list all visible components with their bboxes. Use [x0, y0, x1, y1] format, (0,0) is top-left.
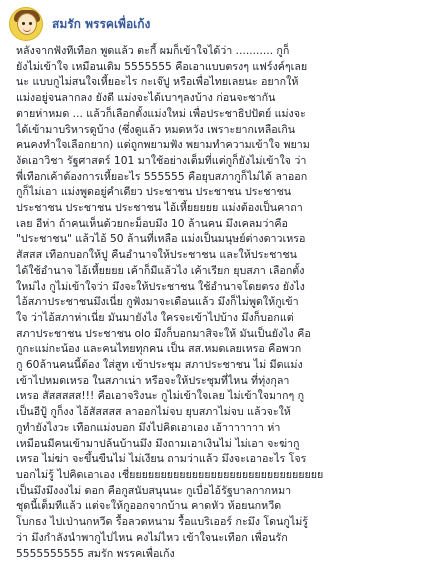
post-body-line: "ประชาชน" แล้วไอ้ 50 ล้านที่เหลือ แม่งเป็นมนุษย์ต่างดาวเหรอ	[16, 232, 306, 246]
avatar-eye-left	[22, 22, 25, 25]
post-body-line: ยังไม่เข้าใจ เหมือนเดิม 5555555 คือเอาแบบตรงๆ แฟร์งค์ๆเลย	[16, 59, 308, 73]
post-body-line: กูทำยังไงวะ เทือกแม่งบอก มึงไปคิดเอาเอง เอ้าาาาาาา ห่า	[16, 420, 281, 434]
post-body	[9, 43, 428, 561]
post-body-line: เลย อีห่า ถ้าคนเห็นด้วยกะม็อบมึง 10 ล้านคน มึงเคลมว่าคือ	[16, 216, 288, 230]
post-body-line: ว่า มึงกำลังนำพากูไปไหน คงไม่ไหว เข้าใจนะเทือก เพื่อนรัก	[16, 530, 288, 544]
post-body-line: กู 60ล้านคนนี้ต้อง ใส่สูท เข้าประชุม สภาประชาชน ไม่ มีดแม่ง	[16, 358, 303, 372]
post-body-line: เป็นอีปู้ กูก็งง ไอ้สัสสสส ลาออกไม่จบ ยุบสภาไม่จบ แล้วจะให้	[16, 405, 291, 419]
post-header	[9, 7, 428, 41]
post-body-line: ใหม่ไง กูไม่เข้าใจว่า มึงจะให้ประชาชน ใช้อำนาจโดยตรง ยังไง	[16, 279, 305, 293]
post-body-line: ใจ ว่าไอ้สภาห่าเนี่ย มันมายังไง ใครจะเข้าไปบ้าง มึงก็บอกแต่	[16, 310, 294, 324]
post-body-line: หลังจากฟังทีเทือก พูดแล้ว ตะกี้ ผมก็เข้าใจได้ว่า ........... กูก็	[16, 44, 290, 57]
post-body-line: ได้เข้ามาบริหารดูบ้าง (ซึ่งดูแล้ว หมดหวัง เพราะยากเหลือเกิน	[16, 122, 296, 136]
post-body-line: สภาประชาชน ประชาชน olo มึงก็บอกมาสิจะให้ มันเป็นยังไง คือ	[16, 326, 311, 340]
post-body-line: นะ แบบกูไม่สนใจเหี้ยอะไร กะเจ๊ปู หรือเพื่อไทยเลยนะ อยากให้	[16, 75, 299, 89]
post-body-line: เข้าไปหมดเหรอ ในสภาเน่า หรือจะให้ประชุมที่ไหน ที่ทุ่งกุลา	[16, 373, 290, 387]
post-body-line: เป็นมึงมึงงงไม่ ดอก คือกูสนับสนุนนะ กูเบื่อไอ้รัฐบาลกากหมา	[16, 483, 292, 497]
post-body-line: 5555555555 สมรัก พรรคเพื่อเก้ง	[16, 546, 175, 560]
post-body-line: งัดเอาวิชา รัฐศาสตร์ 101 มาใช้อย่างเต็มที่แต่กูก็ยังไม่เข้าใจ ว่า	[16, 153, 307, 167]
post-body-line: พี่เทือกเค้าต้องการเหี้ยอะไร 555555 คือยุบสภากูก็ไม่ได้ ลาออก	[16, 169, 308, 183]
post-body-line: เหรอ ไม่ฆ่า จะขึ้นขืนไม่ ไม่เงียน ถามว่าแล้ว มึงจะเอาอะไร โจร	[16, 452, 307, 466]
post-body-line: เหรอ สัสสสสส!!! คือเอาจริงนะ กูไม่เข้าใจเลย ไม่เข้าใจมากๆ กู	[16, 389, 305, 403]
avatar-eye-right	[29, 22, 32, 25]
post-body-line: บอกไม่รู้ ไปคิดเอาเอง เชี่ยยยยยยยยยยยยยยยยยยยยยยยยยยยยยยย	[16, 467, 324, 481]
post-body-line: คนคงทำใจเลือกยาก) แต่ถูกพยามฟัง พยามทำความเข้าใจ พยาม	[16, 138, 310, 152]
post-body-line: ประชาชน ประชาชน ประชาชน ไอ้เหี้ยยยยย แม่งต้องเป็นคาถา	[16, 201, 303, 215]
author-name-link[interactable]: สมรัก พรรคเพื่อเก้ง	[52, 17, 151, 31]
post-body-line: กูกะแม่กะน้อง และคนไทยทุกคน เป็น สส.หมดเลยเหรอ คือพวก	[16, 342, 302, 356]
post-body-line: โบกธง ไปเป่านกหวีด รื้อลวดหนาม รื้อแบริเออร์ กะมึง โดนกูไม่รู้	[16, 515, 309, 529]
post-body-line: ได้ใช้อำนาจ ไอ้เหี้ยยยย เค้าก็มีแล้วไง เค้าเรียก ยุบสภา เลือกตั้ง	[16, 263, 305, 277]
post-body-line: ชุดนี้เต็มทีแล้ว แต่จะให้กูออกจากบ้าน คาดหัว ห้อยนกหวีด	[16, 499, 282, 513]
post-body-line: ไอ้สภาประชาชนมึงเนี่ย กูฟังมาจะเดือนแล้ว มึงก็ไม่พูดให้กูเข้า	[16, 295, 299, 309]
post-body-line: เหมือนมีคนเข้ามาปล้นบ้านมึง มึงถามเอาเงินไม่ ไม่เอา จะฆ่ากู	[16, 436, 300, 450]
post-body-line: ตายห่าหมด ... แล้วก็เลือกตั้งแม่งใหม่ เพื่อประชาธิปปัตย์ แม่งจะ	[16, 106, 306, 120]
post-body-line: สัสสส เทือกบอกให้ปู คืนอำนาจให้ประชาชน และให้ประชาชน	[16, 248, 297, 262]
post-body-line: กูก็ไม่เอา แม่งพูดอยู่คำเดียว ประชาชน ประชาชน ประชาชน	[16, 185, 292, 199]
post-body-line: แม่งอยู่จนลากลง ยังดี แม่งจะได้เบาๆลงบ้าง ก่อนจะซากัน	[16, 91, 276, 105]
author-avatar[interactable]	[9, 7, 43, 41]
